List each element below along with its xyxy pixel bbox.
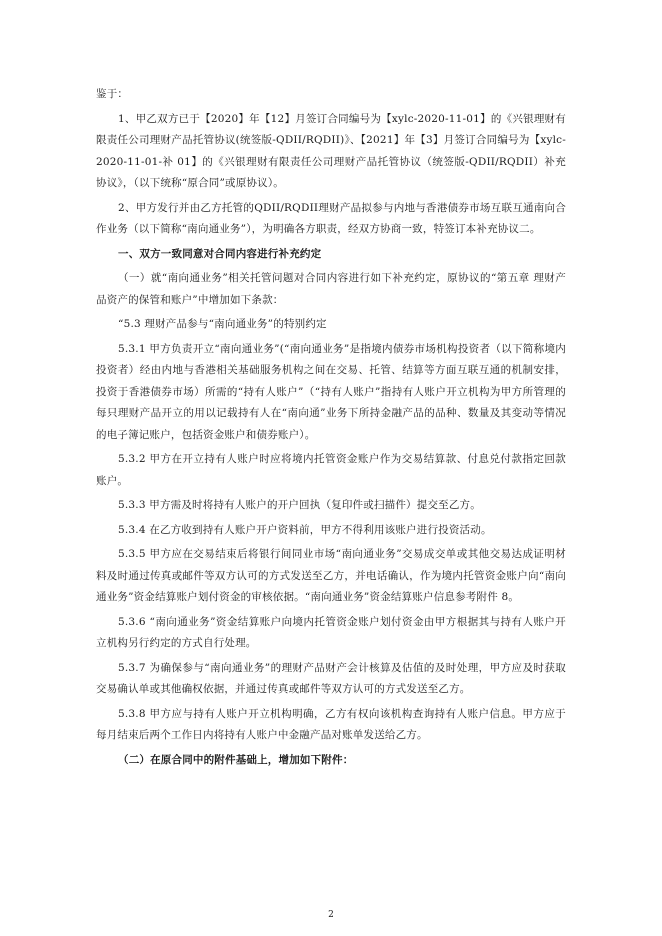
paragraph: 1、甲乙双方已于【2020】年【12】月签订合同编号为【xylc-2020-11-01】的《兴银理财有限责任公司理财产品托管协议(统签版-QDII/RQDII)》、【2021】年【3】月签订合同编号为【xylc-2020-11-01-补 01】的《兴银理财有限责任公司理财产品托管协议（统签版-QDII/RQDII）补充协议》，（以下统称“原合同”或原协议）。: [96, 112, 566, 189]
paragraph: 5.3.3 甲方需及时将持有人账户的开户回执（复印件或扫描件）提交至乙方。: [118, 499, 481, 511]
paragraph: 5.3.6 “南向通业务”资金结算账户向境内托管资金账户划付资金由甲方根据其与持有人账户开立机构另行约定的方式自行处理。: [96, 615, 566, 649]
paragraph: 2、甲方发行并由乙方托管的QDII/RQDII理财产品拟参与内地与香港债券市场互联互通南向合作业务（以下简称“南向通业务”），为明确各方职责，经双方协商一致，特签订本补充协议二。: [96, 201, 566, 235]
paragraph: 鉴于：: [96, 88, 129, 100]
paragraph: 5.3.4 在乙方收到持有人账户开户资料前，甲方不得利用该账户进行投资活动。: [118, 523, 492, 536]
section-heading: 一、双方一致同意对合同内容进行补充约定: [118, 247, 322, 260]
paragraph: 5.3.2 甲方在开立持有人账户时应将境内托管资金账户作为交易结算款、付息兑付款指定回款账户。: [96, 453, 566, 487]
paragraph: （一）就“南向通业务”相关托管问题对合同内容进行如下补充约定，原协议的“第五章 理财产品资产的保管和账户”中增加如下条款：: [96, 272, 566, 306]
paragraph: 5.3.8 甲方应与持有人账户开立机构明确，乙方有权向该机构查询持有人账户信息。甲方应于每月结束后两个工作日内将持有人账户中金融产品对账单发送给乙方。: [96, 707, 566, 741]
document-body: [96, 84, 566, 774]
paragraph: 5.3.5 甲方应在交易结束后将银行间同业市场“南向通业务”交易成交单或其他交易达成证明材料及时通过传真或邮件等双方认可的方式发送至乙方，并电话确认，作为境内托管资金账户向“南向通业务”资金结算账户划付资金的审核依据。“南向通业务”资金结算账户信息参考附件 8。: [96, 548, 566, 603]
paragraph: “5.3 理财产品参与“南向通业务”的特别约定: [118, 318, 327, 330]
page-number: 2: [328, 910, 334, 920]
paragraph: 5.3.1 甲方负责开立“南向通业务”(“南向通业务”是指境内债券市场机构投资者（以下简称境内投资者）经由内地与香港相关基础服务机构之间在交易、托管、结算等方面互联互通的机制安排，投资于香港债券市场）所需的“持有人账户”（“持有人账户”指持有人账户开立机构为甲方所管理的每只理财产品开立的用以记载持有人在“南向通”业务下所持金融产品的品种、数量及其变动等情况的电子簿记账户，包括资金账户和债券账户）。: [96, 342, 566, 441]
section-heading: （二）在原合同中的附件基础上，增加如下附件：: [118, 753, 354, 766]
paragraph: 5.3.7 为确保参与“南向通业务”的理财产品财产会计核算及估值的及时处理，甲方应及时获取交易确认单或其他确权依据，并通过传真或邮件等双方认可的方式发送至乙方。: [96, 661, 566, 695]
